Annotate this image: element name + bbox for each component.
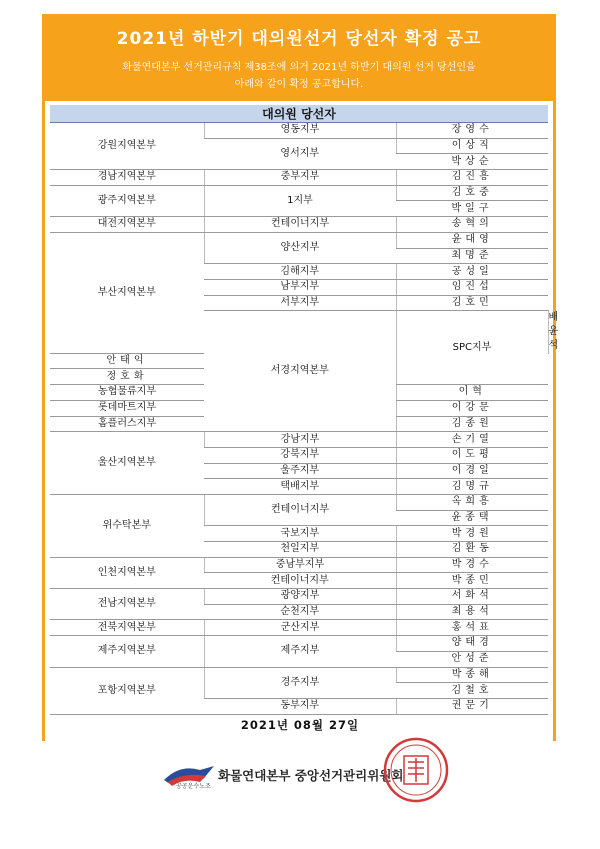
branch-cell: 군산지부 — [204, 620, 396, 636]
branch-cell: 롯데마트지부 — [50, 400, 204, 416]
notice-subtitle — [42, 59, 556, 93]
table-row — [50, 432, 548, 448]
branch-cell: 중남부지부 — [204, 557, 396, 573]
branch-cell: 컨테이너지부 — [204, 494, 396, 525]
branch-cell: SPC지부 — [396, 311, 548, 385]
region-cell: 전북지역본부 — [50, 620, 204, 636]
branch-cell: 택배지부 — [204, 479, 396, 495]
delegate-name-cell: 최용석 — [396, 604, 548, 620]
branch-cell: 강남지부 — [204, 432, 396, 448]
table-header: 대의원 당선자 — [50, 105, 548, 123]
notice-date: 2021년 08월 27일 — [240, 718, 360, 732]
region-cell: 광주지역본부 — [50, 185, 204, 216]
delegate-name-cell: 최명준 — [396, 248, 548, 264]
delegate-name-cell: 김진흥 — [396, 170, 548, 186]
branch-cell: 남부지부 — [204, 279, 396, 295]
table-row — [50, 557, 548, 573]
delegate-name-cell: 서화석 — [396, 589, 548, 605]
region-cell: 대전지역본부 — [50, 217, 204, 233]
branch-cell: 천일지부 — [204, 542, 396, 558]
branch-cell: 순천지부 — [204, 604, 396, 620]
table-header-row — [50, 105, 548, 123]
delegate-name-cell: 홍석표 — [396, 620, 548, 636]
branch-cell: 영서지부 — [204, 138, 396, 169]
branch-cell: 제주지부 — [204, 636, 396, 667]
delegate-name-cell: 손기열 — [396, 432, 548, 448]
delegate-name-cell: 윤대영 — [396, 232, 548, 248]
delegate-name-cell: 양태경 — [396, 636, 548, 652]
branch-cell: 국보지부 — [204, 526, 396, 542]
branch-cell: 중부지부 — [204, 170, 396, 186]
region-cell: 인천지역본부 — [50, 557, 204, 588]
delegate-name-cell: 이경일 — [396, 463, 548, 479]
delegate-name-cell: 옥희흥 — [396, 494, 548, 510]
table-row — [50, 589, 548, 605]
delegate-name-cell: 김철호 — [396, 683, 548, 699]
region-cell: 전남지역본부 — [50, 589, 204, 620]
table-row — [50, 667, 548, 683]
seal-stamp-icon — [382, 736, 450, 804]
table-row — [50, 217, 548, 233]
region-cell: 강원지역본부 — [50, 123, 204, 170]
table-row — [50, 232, 548, 248]
branch-cell: 홈플러스지부 — [50, 416, 204, 432]
official-seal — [382, 736, 450, 804]
notice-header — [42, 14, 556, 101]
delegate-name-cell: 정호화 — [50, 369, 204, 385]
branch-cell: 광양지부 — [204, 589, 396, 605]
delegate-name-cell: 임진섭 — [396, 279, 548, 295]
region-cell: 부산지역본부 — [50, 232, 204, 353]
branch-cell: 울주지부 — [204, 463, 396, 479]
committee-name: 화물연대본부 중앙선거관리위원회 — [218, 768, 404, 783]
delegate-name-cell: 김종원 — [396, 416, 548, 432]
table-row — [50, 170, 548, 186]
delegate-name-cell: 김호중 — [396, 185, 548, 201]
branch-cell: 영동지부 — [204, 123, 396, 139]
region-cell: 경남지역본부 — [50, 170, 204, 186]
union-logo-label: 공공운수노조 — [176, 783, 211, 790]
delegate-name-cell: 장영수 — [396, 123, 548, 139]
branch-cell: 컨테이너지부 — [204, 217, 396, 233]
subtitle-line-1: 화물연대본부 선거관리규칙 제38조에 의거 2021년 하반기 대의원 선거 당선인을 — [122, 62, 476, 73]
delegate-name-cell: 박종민 — [396, 573, 548, 589]
table-row — [50, 620, 548, 636]
delegate-name-cell: 공성일 — [396, 264, 548, 280]
delegate-name-cell: 박경원 — [396, 526, 548, 542]
delegate-name-cell: 박상순 — [396, 154, 548, 170]
delegate-name-cell: 권문기 — [396, 698, 548, 714]
subtitle-line-2: 아래와 같이 확정 공고합니다. — [234, 79, 364, 90]
branch-cell: 동부지부 — [204, 698, 396, 714]
branch-cell: 김해지부 — [204, 264, 396, 280]
delegate-name-cell: 박일구 — [396, 201, 548, 217]
region-cell: 울산지역본부 — [50, 432, 204, 495]
branch-cell: 양산지부 — [204, 232, 396, 263]
branch-cell: 경주지부 — [204, 667, 396, 698]
delegate-name-cell: 김호민 — [396, 295, 548, 311]
branch-cell: 서부지부 — [204, 295, 396, 311]
notice-title: 2021년 하반기 대의원선거 당선자 확정 공고 — [116, 29, 482, 49]
delegate-name-cell: 송혁의 — [396, 217, 548, 233]
region-cell: 제주지역본부 — [50, 636, 204, 667]
delegate-name-cell: 안태익 — [50, 353, 204, 369]
branch-cell: 컨테이너지부 — [204, 573, 396, 589]
table-row: 서경지역본부 SPC지부 배윤석 — [50, 311, 548, 354]
table-row — [50, 123, 548, 139]
branch-cell: 강북지부 — [204, 447, 396, 463]
delegate-name-cell: 김명규 — [396, 479, 548, 495]
region-cell: 위수탁본부 — [50, 494, 204, 557]
region-cell: 포항지역본부 — [50, 667, 204, 714]
delegate-name-cell: 박경수 — [396, 557, 548, 573]
table-row — [50, 185, 548, 201]
results-table — [50, 105, 563, 715]
delegate-name-cell: 이상직 — [396, 138, 548, 154]
delegate-name-cell: 이강문 — [396, 400, 548, 416]
delegate-name-cell: 김환동 — [396, 542, 548, 558]
delegate-name-cell: 이혁 — [396, 385, 548, 401]
table-row — [50, 636, 548, 652]
table-row — [50, 494, 548, 510]
delegate-name-cell: 박종해 — [396, 667, 548, 683]
delegate-name-cell: 윤종택 — [396, 510, 548, 526]
delegate-name-cell: 이도평 — [396, 447, 548, 463]
branch-cell: 1지부 — [204, 185, 396, 216]
delegate-name-cell: 안성준 — [396, 651, 548, 667]
region-cell: 서경지역본부 — [204, 311, 396, 432]
branch-cell: 농협물류지부 — [50, 385, 204, 401]
